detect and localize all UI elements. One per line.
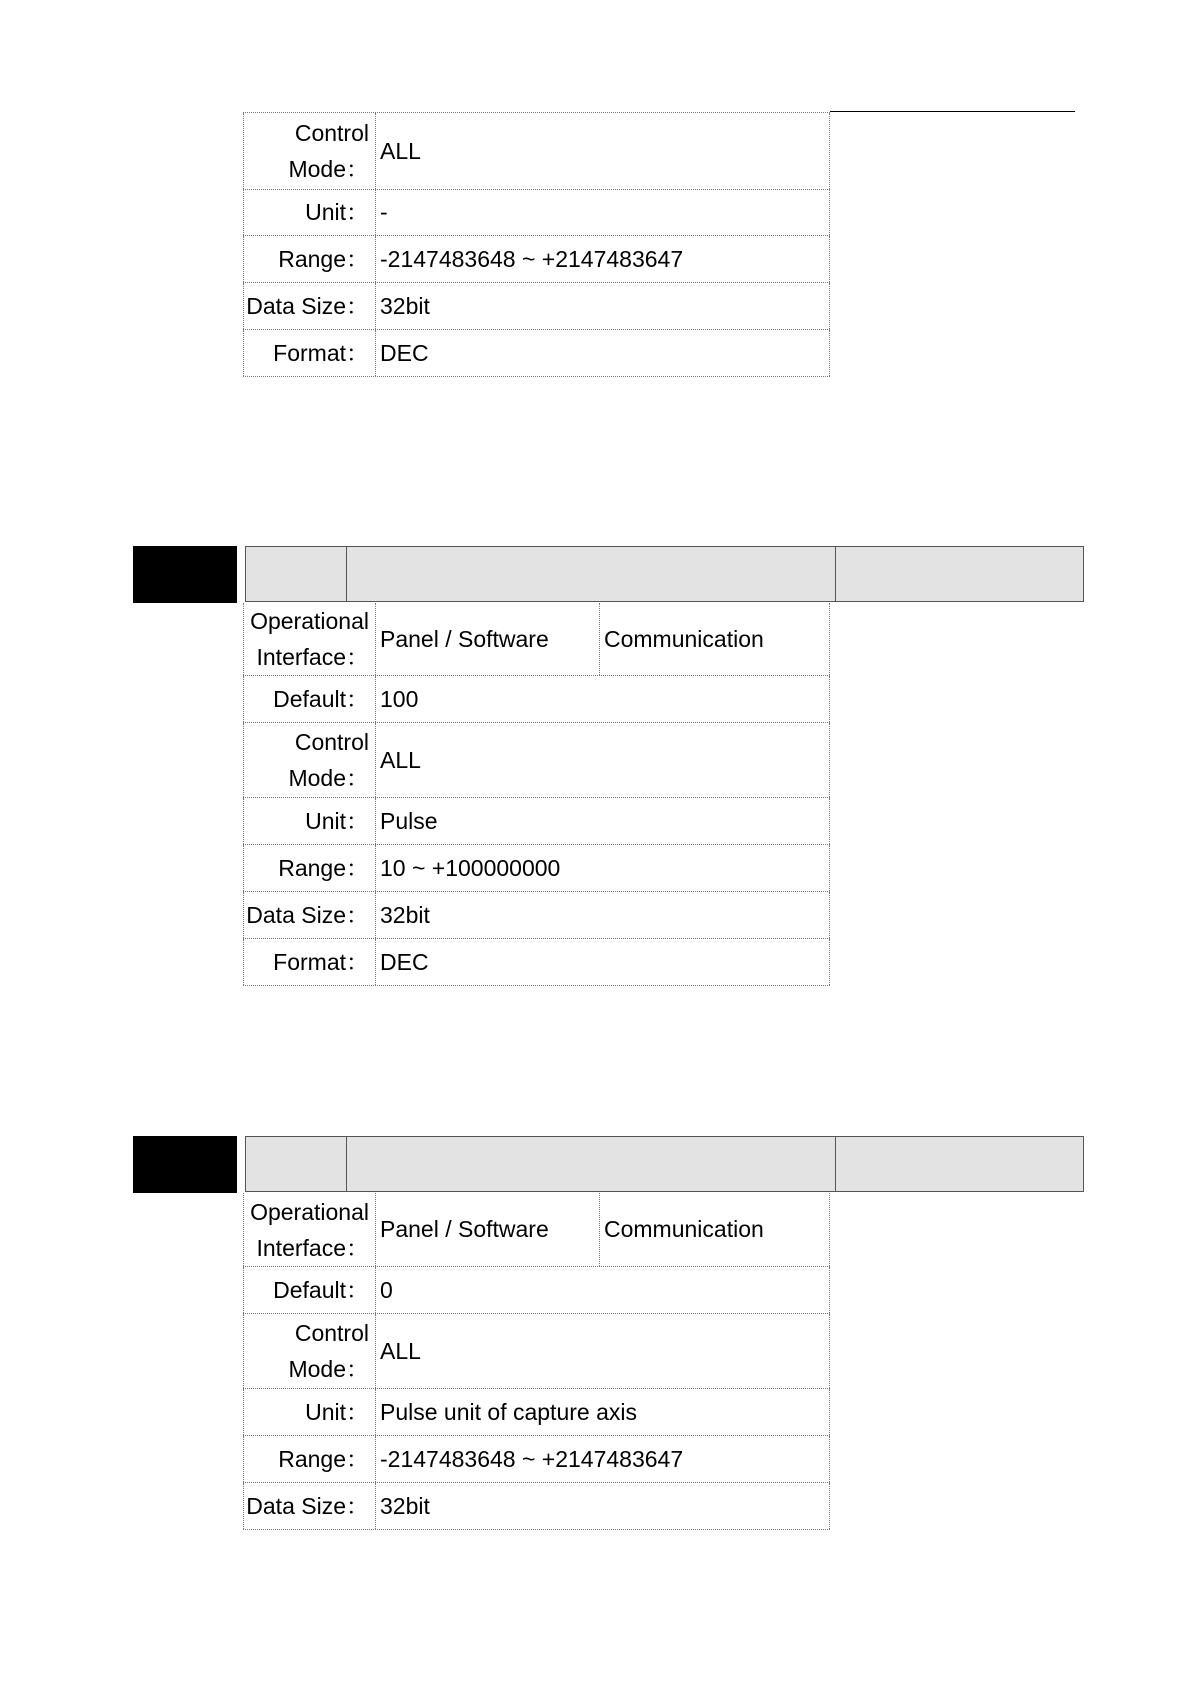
default-row	[243, 1267, 830, 1314]
unit-value: Pulse	[376, 798, 830, 844]
unit-row	[243, 1389, 830, 1436]
default-label: Default：	[243, 1267, 376, 1313]
format-row	[243, 330, 830, 377]
data-size-row	[243, 892, 830, 939]
format-value: DEC	[376, 939, 830, 985]
operational-interface-label: Operational Interface：	[243, 1193, 376, 1266]
default-row	[243, 676, 830, 723]
top-rule	[830, 111, 1075, 112]
range-label: Range：	[243, 236, 376, 282]
param-name-box	[346, 1136, 836, 1192]
param-name-box	[346, 546, 836, 602]
param-address-box	[245, 1136, 347, 1192]
range-value: -2147483648 ~ +2147483647	[376, 236, 830, 282]
control-mode-row	[243, 1314, 830, 1389]
data-size-label: Data Size：	[243, 1483, 376, 1529]
range-row	[243, 845, 830, 892]
operational-interface-row	[243, 1193, 830, 1267]
data-size-value: 32bit	[376, 283, 830, 329]
data-size-label: Data Size：	[243, 892, 376, 938]
control-mode-label: Control Mode：	[243, 1314, 376, 1388]
data-size-value: 32bit	[376, 892, 830, 938]
unit-row	[243, 798, 830, 845]
format-label: Format：	[243, 330, 376, 376]
default-value: 0	[376, 1267, 830, 1313]
communication-value: Communication	[600, 603, 830, 675]
communication-value: Communication	[600, 1193, 830, 1266]
control-mode-label: Control Mode：	[243, 723, 376, 797]
range-row	[243, 236, 830, 283]
operational-interface-label: Operational Interface：	[243, 603, 376, 675]
unit-row	[243, 189, 830, 236]
data-size-label: Data Size：	[243, 283, 376, 329]
unit-value: -	[376, 189, 830, 235]
param-address-box	[245, 546, 347, 602]
param-section-box	[835, 546, 1084, 602]
param-code-box	[133, 546, 237, 603]
range-value: 10 ~ +100000000	[376, 845, 830, 891]
control-mode-value: ALL	[376, 723, 830, 797]
param-code-box	[133, 1136, 237, 1193]
range-label: Range：	[243, 1436, 376, 1482]
panel-software-value: Panel / Software	[376, 1193, 600, 1266]
format-value: DEC	[376, 330, 830, 376]
operational-interface-row	[243, 603, 830, 676]
format-label: Format：	[243, 939, 376, 985]
param-section-box	[835, 1136, 1084, 1192]
default-label: Default：	[243, 676, 376, 722]
default-value: 100	[376, 676, 830, 722]
control-mode-value: ALL	[376, 1314, 830, 1388]
control-mode-row	[243, 723, 830, 798]
data-size-row	[243, 1483, 830, 1530]
panel-software-value: Panel / Software	[376, 603, 600, 675]
range-label: Range：	[243, 845, 376, 891]
unit-label: Unit：	[243, 1389, 376, 1435]
control-mode-label: Control Mode：	[243, 113, 376, 189]
range-row	[243, 1436, 830, 1483]
format-row	[243, 939, 830, 986]
unit-label: Unit：	[243, 798, 376, 844]
range-value: -2147483648 ~ +2147483647	[376, 1436, 830, 1482]
data-size-row	[243, 283, 830, 330]
unit-label: Unit：	[243, 189, 376, 235]
control-mode-value: ALL	[376, 113, 830, 189]
control-mode-row	[243, 112, 830, 190]
unit-value: Pulse unit of capture axis	[376, 1389, 830, 1435]
data-size-value: 32bit	[376, 1483, 830, 1529]
